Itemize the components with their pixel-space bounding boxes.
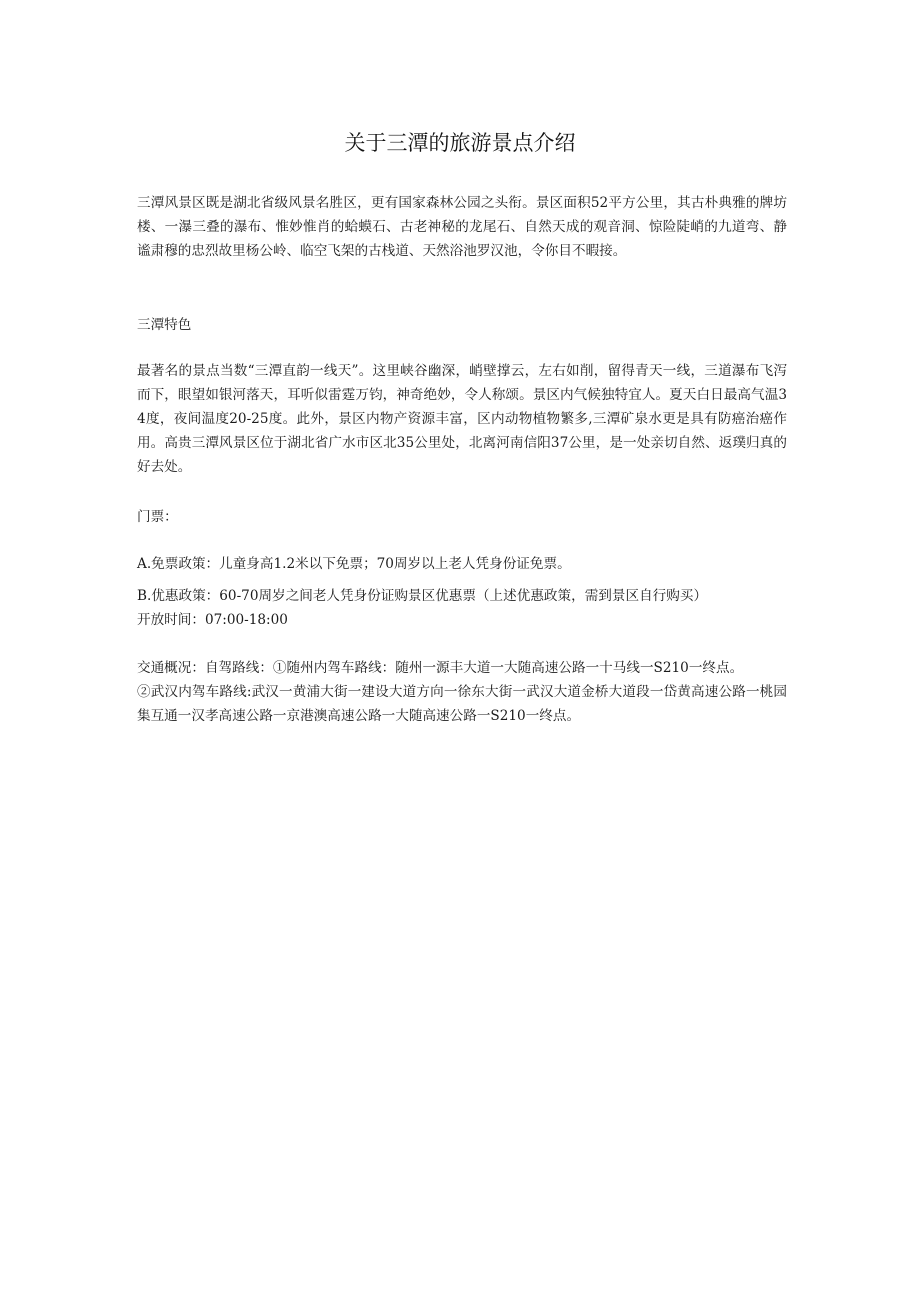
traffic-route-wuhan: ②武汉内驾车路线:武汉一黄浦大街一建设大道方向一徐东大街一武汉大道金桥大道段一岱黄高速公路一桃园集互通一汉孝高速公路一京港澳高速公路一大随高速公路一S210一终点。 bbox=[137, 684, 787, 724]
opening-hours: 开放时间：07:00-18:00 bbox=[137, 612, 288, 628]
ticket-free-policy: A.免票政策：儿童身高1.2米以下免票；70周岁以上老人凭身份证免票。 bbox=[137, 556, 571, 572]
ticket-discount-block bbox=[137, 584, 787, 632]
features-paragraph: 最著名的景点当数“三潭直韵一线天”。这里峡谷幽深，峭壁撑云，左右如削，留得青天一线，三道瀑布飞泻而下，眼望如银河落天，耳听似雷霆万钧，神奇绝妙，令人称颂。景区内气候独特宜人。夏天白日最高气温34度，夜间温度20-25度。此外，景区内物产资源丰富，区内动物植物繁多,三潭矿泉水更是具有防癌治癌作用。高贵三潭风景区位于湖北省广水市区北35公里处，北离河南信阳37公里，是一处亲切自然、返璞归真的好去处。 bbox=[137, 363, 787, 475]
tickets-heading: 门票： bbox=[137, 509, 178, 525]
ticket-discount-policy: B.优惠政策：60-70周岁之间老人凭身份证购景区优惠票（上述优惠政策，需到景区自行购买） bbox=[137, 588, 708, 604]
traffic-block bbox=[137, 656, 787, 728]
intro-paragraph: 三潭风景区既是湖北省级风景名胜区，更有国家森林公园之头衔。景区面积52平方公里，其古朴典雅的牌坊楼、一瀑三叠的瀑布、惟妙惟肖的蛤蟆石、古老神秘的龙尾石、自然天成的观音洞、惊险陡峭的九道弯、静谧肃穆的忠烈故里杨公岭、临空飞架的古栈道、天然浴池罗汉池，令你目不暇接。 bbox=[137, 195, 787, 259]
features-heading: 三潭特色 bbox=[137, 317, 192, 333]
traffic-route-suizhou: 交通概况：自驾路线：①随州内驾车路线：随州一源丰大道一大随高速公路一十马线一S210一终点。 bbox=[137, 660, 744, 676]
page-title: 关于三潭的旅游景点介绍 bbox=[344, 131, 576, 155]
